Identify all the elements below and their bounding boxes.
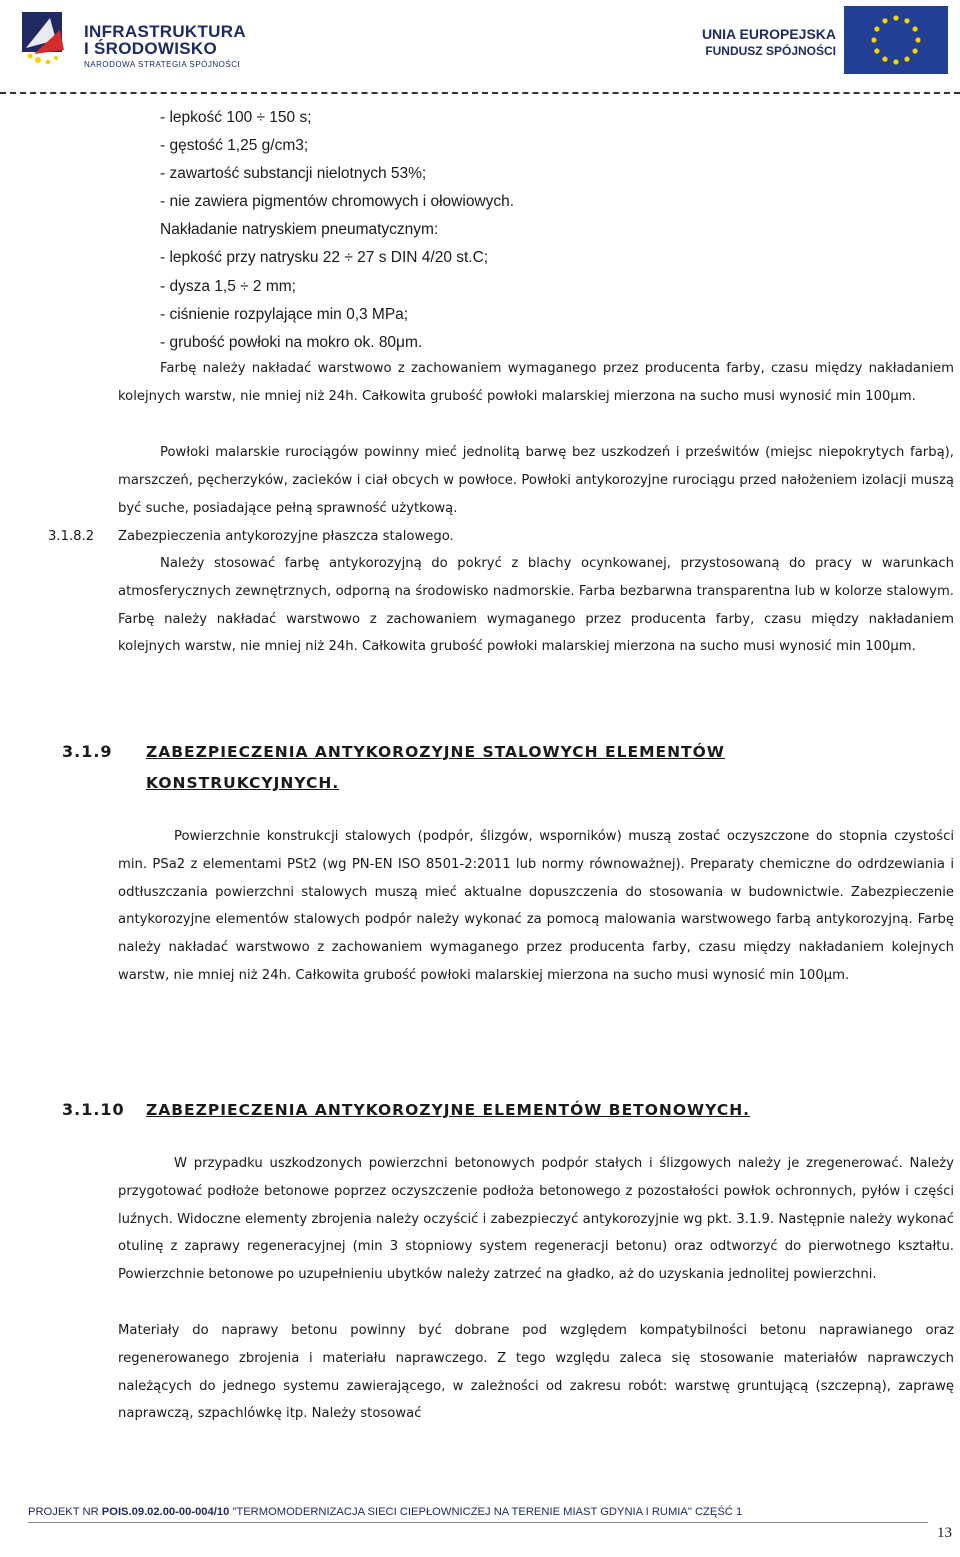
eu-star-icon bbox=[874, 26, 879, 31]
para5-text: W przypadku uszkodzonych powierzchni betonowych podpór stałych i ślizgowych należy je zregenerować. Należy przygotować podłoże betonowe poprzez oczyszczenie podłoża betonowego z pozostałości powłok ochronnych, pyłów i części luźnych. Widoczne elementy zbrojenia należy oczyścić i zabezpieczyć antykorozyjnie wg pkt. 3.1.9. Następnie należy wykonać otulinę z zaprawy regeneracyjnej (min 3 stopniowy system regeneracji betonu) oraz odtworzyć do pierwotnego kształtu. Powierzchnie betonowe po uzupełnieniu ubytków należy zatrzeć na gładko, aż do uzyskania jednolitej powierzchni. bbox=[118, 1156, 954, 1283]
eu-star-icon bbox=[882, 57, 887, 62]
page-number: 13 bbox=[937, 1525, 952, 1541]
paragraph-jacket-protection bbox=[118, 550, 954, 661]
footer-project-number: POIS.09.02.00-00-004/10 bbox=[101, 1506, 230, 1518]
eu-star-icon bbox=[893, 15, 898, 20]
eu-line-1: UNIA EUROPEJSKA bbox=[701, 26, 836, 42]
eu-star-icon bbox=[904, 18, 909, 23]
paragraph-concrete-regeneration bbox=[118, 1150, 954, 1289]
logo-line-1: INFRASTRUKTURA bbox=[84, 22, 246, 41]
list-item: - ciśnienie rozpylające min 0,3 MPa; bbox=[160, 305, 409, 323]
para3-text: Należy stosować farbę antykorozyjną do pokryć z blachy ocynkowanej, przystosowaną do pracy w warunkach atmosferycznych zewnętrznych, odporną na środowisko nadmorskie. Farba bezbarwna transparentna lub w kolorze stalowym. Farbę należy nakładać warstwowo z zachowaniem wymaganego przez producenta farby, czasu między nakładaniem kolejnych warstw, nie mniej niż 24h. Całkowita grubość powłoki malarskiej mierzona na sucho musi wynosić min 100μm. bbox=[118, 556, 954, 655]
list-item: - nie zawiera pigmentów chromowych i ołowiowych. bbox=[160, 193, 515, 211]
list-item: - dysza 1,5 ÷ 2 mm; bbox=[160, 277, 296, 295]
section-319-title-line2: KONSTRUKCYJNYCH. bbox=[146, 774, 340, 792]
para6-text: Materiały do naprawy betonu powinny być dobrane pod względem kompatybilności betonu naprawianego oraz regenerowanego zbrojenia i materiału naprawczego. Z tego względu zaleca się stosowanie materiałów naprawczych należących do jednego systemu zawierającego, w zależności od zakresu robót: warstwę gruntującą (szczepną), zaprawę naprawczą, szpachlówkę itp. Należy stosować bbox=[118, 1323, 954, 1422]
eu-star-icon bbox=[882, 18, 887, 23]
eu-star-icon bbox=[913, 48, 918, 53]
list-item: - zawartość substancji nielotnych 53%; bbox=[160, 165, 427, 183]
eu-star-icon bbox=[871, 37, 876, 42]
logo-line-2: I ŚRODOWISKO bbox=[84, 39, 217, 58]
paragraph-steel-structures bbox=[118, 823, 954, 990]
para1-text: Farbę należy nakładać warstwowo z zachowaniem wymaganego przez producenta farby, czasu między nakładaniem kolejnych warstw, nie mniej niż 24h. Całkowita grubość powłoki malarskiej mierzona na sucho musi wynosić min 100μm. bbox=[118, 361, 954, 404]
infrastruktura-logo bbox=[20, 8, 250, 72]
eu-star-icon bbox=[915, 37, 920, 42]
footer-prefix: PROJEKT NR bbox=[28, 1506, 102, 1518]
footer-suffix: "TERMOMODERNIZACJA SIECI CIEPŁOWNICZEJ NA TERENIE MIAST GDYNIA I RUMIA" CZĘŚĆ 1 bbox=[229, 1506, 743, 1518]
eu-line-2: FUNDUSZ SPÓJNOŚCI bbox=[705, 44, 836, 58]
eu-star-icon bbox=[904, 57, 909, 62]
list-item: - lepkość przy natrysku 22 ÷ 27 s DIN 4/20 st.C; bbox=[160, 249, 489, 267]
header-divider bbox=[0, 92, 960, 94]
flag-emblem-icon bbox=[20, 10, 84, 68]
footer-divider bbox=[28, 1522, 928, 1523]
eu-star-icon bbox=[913, 26, 918, 31]
section-319-title-line1: ZABEZPIECZENIA ANTYKOROZYJNE STALOWYCH ELEMENTÓW bbox=[146, 743, 725, 761]
footer-project bbox=[28, 1506, 742, 1518]
section-319-number: 3.1.9 bbox=[62, 742, 113, 761]
subsection-number: 3.1.8.2 bbox=[48, 529, 95, 544]
para2-text: Powłoki malarskie rurociągów powinny mieć jednolitą barwę bez uszkodzeń i prześwitów (miejsc niepokrytych farbą), marszczeń, pęcherzyków, zacieków i ciał obcych w powłoce. Powłoki antykorozyjne rurociągu przed nałożeniem izolacji muszą być suche, posiadające pełną sprawność użytkową. bbox=[118, 445, 954, 516]
para4-text: Powierzchnie konstrukcji stalowych (podpór, ślizgów, wsporników) muszą zostać oczyszczone do stopnia czystości min. PSa2 z elementami PSt2 (wg PN-EN ISO 8501-2:2011 lub normy równoważnej). Preparaty chemiczne do odrdzewiania i odtłuszczania powierzchni stalowych muszą mieć aktualne dopuszczenia do stosowania w budownictwie. Zabezpieczenie antykorozyjne elementów stalowych podpór należy wykonać za pomocą malowania warstwowego farbą antykorozyjną. Farbę należy nakładać warstwowo z zachowaniem wymaganego przez producenta farby, czasu między nakładaniem kolejnych warstw, nie mniej niż 24h. Całkowita grubość powłoki malarskiej mierzona na sucho musi wynosić min 100μm. bbox=[118, 829, 954, 983]
section-319-title bbox=[146, 737, 725, 799]
list-item: - lepkość 100 ÷ 150 s; bbox=[160, 109, 312, 126]
section-3110-title: ZABEZPIECZENIA ANTYKOROZYJNE ELEMENTÓW BETONOWYCH. bbox=[146, 1101, 751, 1119]
logo-subtitle: NARODOWA STRATEGIA SPÓJNOŚCI bbox=[84, 60, 241, 69]
section-3110-number: 3.1.10 bbox=[62, 1100, 125, 1119]
eu-star-icon bbox=[874, 48, 879, 53]
subsection-title: Zabezpieczenia antykorozyjne płaszcza stalowego. bbox=[118, 529, 454, 544]
list-item: - grubość powłoki na mokro ok. 80μm. bbox=[160, 333, 423, 351]
paragraph-repair-materials bbox=[118, 1317, 954, 1428]
paragraph-paint-application bbox=[118, 355, 954, 411]
eu-logo bbox=[693, 6, 948, 70]
paragraph-coating-quality bbox=[118, 439, 954, 522]
list-item: Nakładanie natryskiem pneumatycznym: bbox=[160, 221, 439, 239]
eu-flag-icon bbox=[844, 6, 948, 74]
eu-star-icon bbox=[893, 59, 898, 64]
property-list bbox=[160, 104, 514, 357]
list-item: - gęstość 1,25 g/cm3; bbox=[160, 137, 309, 155]
